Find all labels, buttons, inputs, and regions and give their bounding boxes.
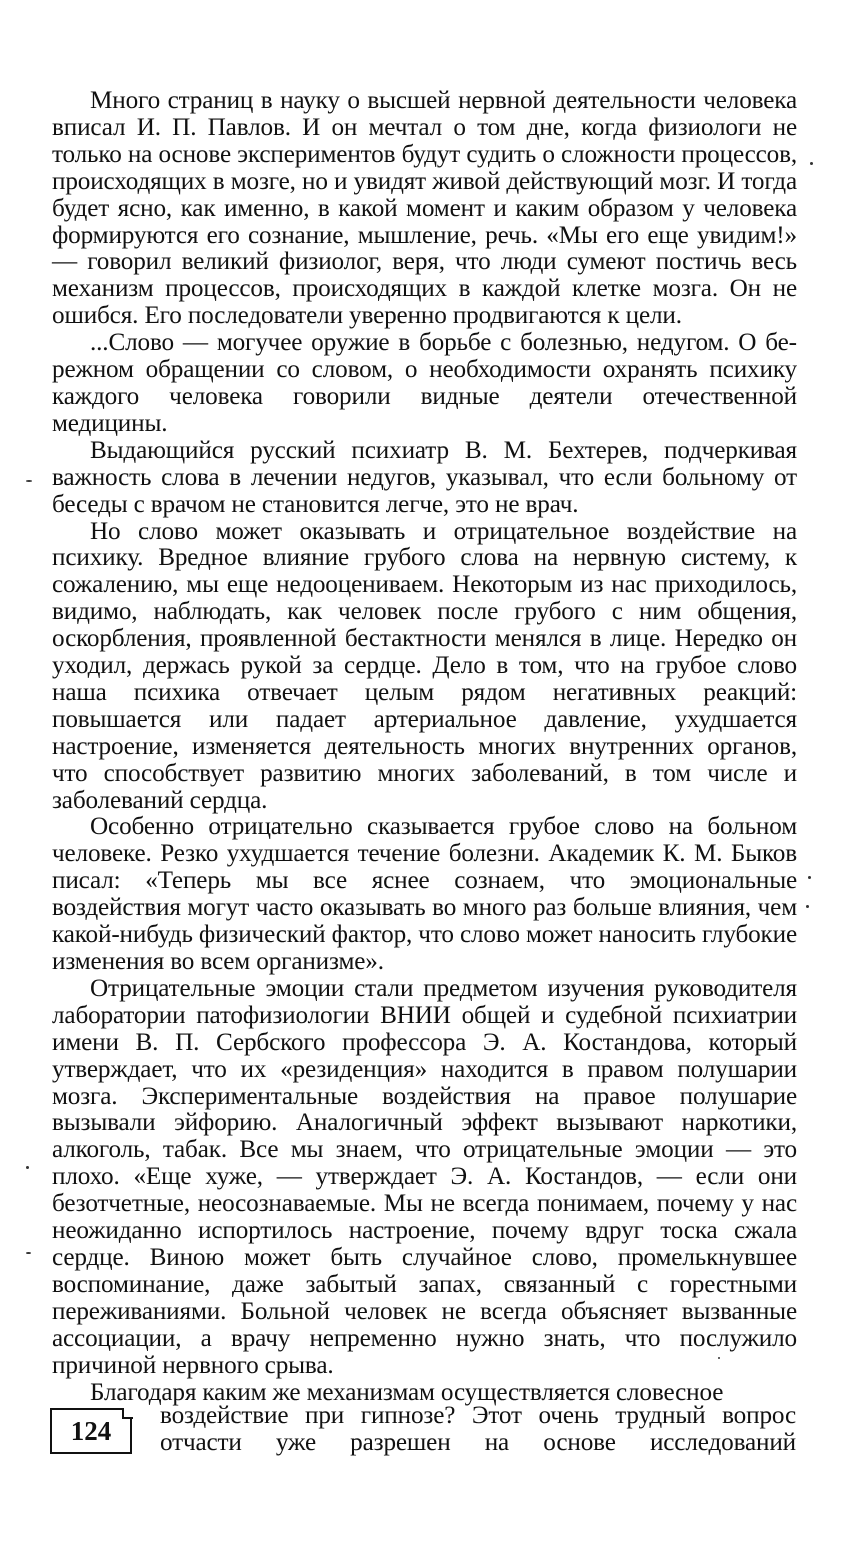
paragraph-hypnosis-start: Благодаря каким же механизмам осуществляется словесное (90, 1378, 724, 1406)
paragraph-word-weapon: ...Слово — могучее оружие в борьбе с болезнью, недугом. О бережном обращении со словом, о необходимости охранять психику каждого человека говорили видные деятели отечественной медицины. (52, 329, 797, 437)
paragraph-bekhterev: Выдающийся русский психиатр В. М. Бехтерев, подчеркивая важность слова в лечении недугов, указывал, что если больному от беседы с врачом не становится легче, это не врач. (52, 436, 797, 518)
scan-speck (26, 480, 32, 482)
paragraph-negative-impact: Но слово может оказывать и отрицательное воздействие на психику. Вредное влияние грубого слова на нервную систему, к сожалению, мы еще недооцениваем. Некоторым из нас приходилось, видимо, наблюдать, как человек после грубого с ним общения, оскорбления, проявленной бестактности менялся в лице. Нередко он уходил, держась рукой за сердце. Дело в том, что на грубое слово наша психика отвечает целым рядом негативных реакций: повышается или падает артериальное давление, ухудшается настроение, изменяется деятельность многих внутренних органов, что способствует развитию многих заболеваний, в том числе и заболеваний сердца. (52, 517, 797, 814)
scan-speck (718, 1357, 720, 1359)
scan-speck (808, 876, 811, 879)
page-body (52, 88, 797, 1406)
paragraph-pavlov: Много страниц в науку о высшей нервной деятельности человека вписал И. П. Павлов. И он мечтал о том дне, когда физиологи не только на основе экспериментов будут судить о сложности процессов, происходящих в мозге, но и увидят живой действующий мозг. И тогда будет ясно, как именно, в какой момент и каким образом у человека формируются его сознание, мышление, речь. «Мы его еще увидим!» — говорил великий физиолог, веря, что люди сумеют постичь весь механизм процессов, происходящих в каждой клетке мозга. Он не ошибся. Его последователи уверенно продвигаются к цели. (52, 87, 797, 330)
paragraph-bykov: Особенно отрицательно сказывается грубое слово на больном человеке. Резко ухудшается течение болезни. Академик К. М. Быков писал: «Теперь мы все яснее сознаем, что эмоциональные воздействия могут часто оказывать во много раз больше влияния, чем какой-нибудь физический фактор, что слово может наносить глубокие изменения во всем организме». (52, 813, 797, 975)
scan-speck (26, 1252, 31, 1254)
paragraph-hypnosis-continued: воздействие при гипнозе? Этот очень трудный вопрос отчасти уже разрешен на основе исследований (160, 1402, 796, 1456)
paragraph-kostandov: Отрицательные эмоции стали предметом изучения руководителя лаборатории патофизиологии ВНИИ общей и судебной психиатрии имени В. П. Сербского профессора Э. А. Костандова, который утверждает, что их «резиденция» находится в правом полушарии мозга. Экспериментальные воздействия на правое полушарие вызывали эйфорию. Аналогичный эффект вызывают наркотики, алкоголь, табак. Все мы знаем, что отрицательные эмоции — это плохо. «Еще хуже, — утверждает Э. А. Костандов, — если они безотчетные, неосознаваемые. Мы не всегда понимаем, почему у нас неожиданно испортилось настроение, почему вдруг тоска сжала сердце. Виною может быть случайное слово, промелькнувшее воспоминание, даже забытый запах, связанный с горестными переживаниями. Больной человек не всегда объясняет вызванные ассоциации, а врачу непременно нужно знать, что послужило причиной нервного срыва. (52, 974, 797, 1379)
scan-speck (806, 905, 809, 908)
scan-speck (26, 1166, 29, 1169)
page-number: 124 (50, 1408, 132, 1454)
scan-speck (810, 162, 813, 165)
